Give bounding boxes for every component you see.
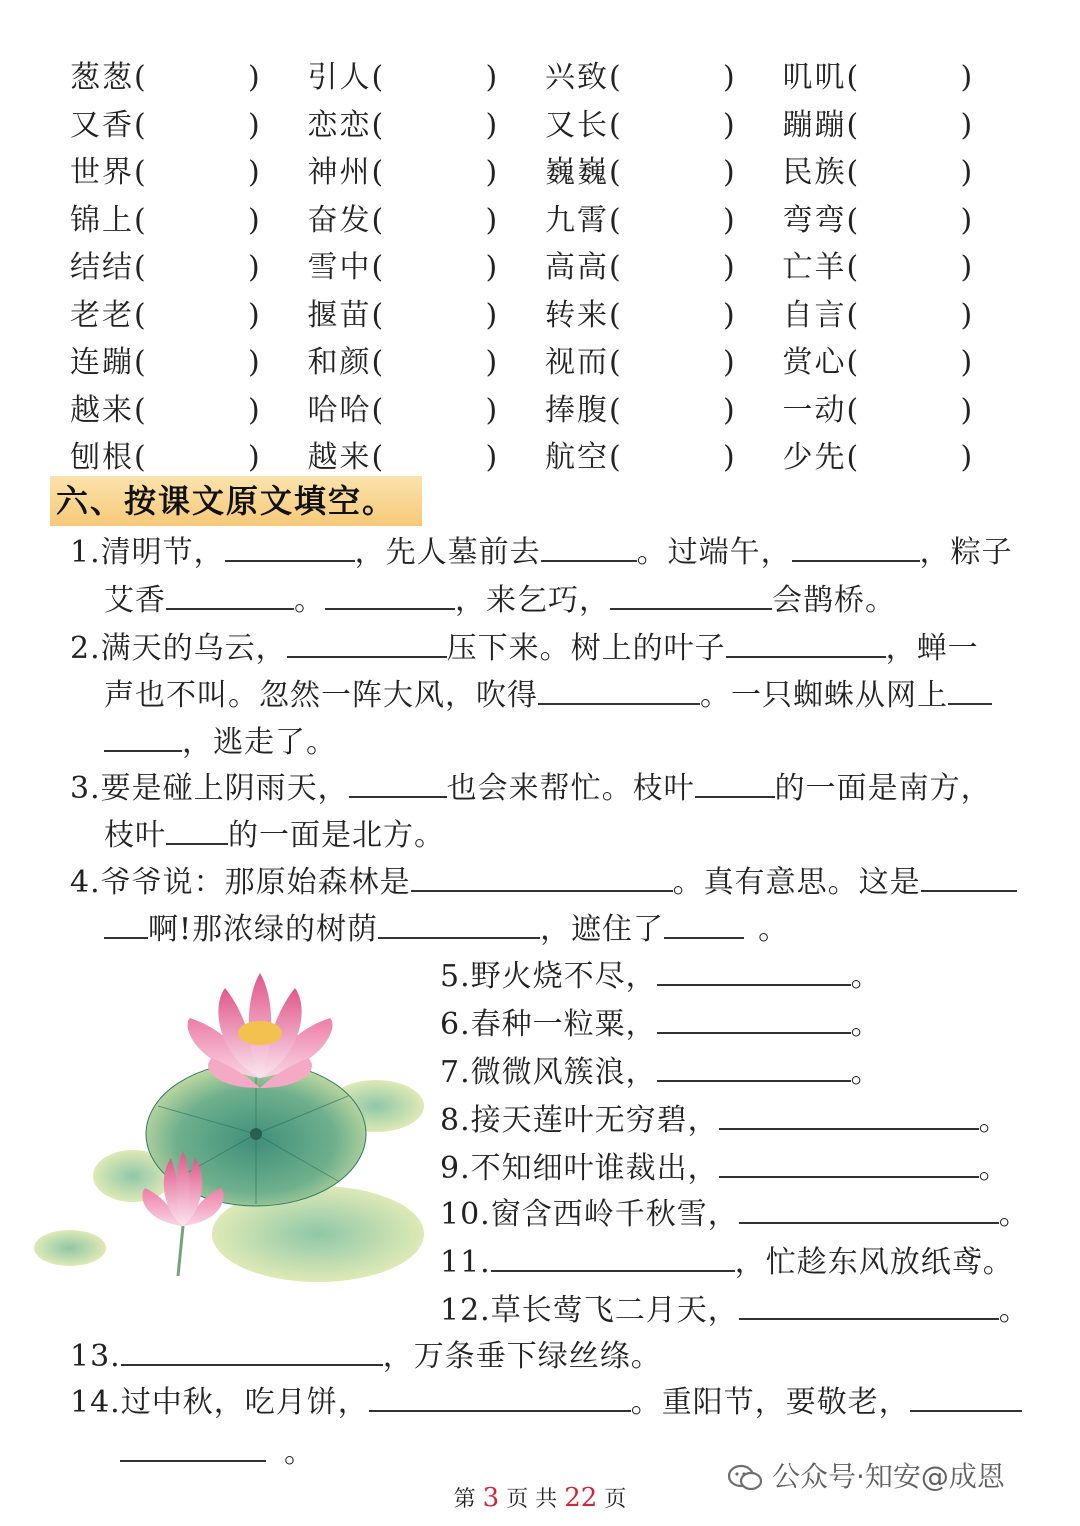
- word-grid-cell[interactable]: [70, 339, 308, 386]
- word-prefix: 雪中: [307, 250, 372, 286]
- open-paren: (: [134, 107, 146, 143]
- current-page-number: 3: [482, 1483, 500, 1513]
- answer-blank[interactable]: [948, 673, 992, 705]
- close-paren: ): [248, 440, 260, 476]
- word-grid-cell[interactable]: [783, 434, 1021, 481]
- answer-blank[interactable]: [910, 1380, 1022, 1412]
- open-paren: (: [846, 155, 859, 191]
- word-grid-row: [70, 102, 1020, 150]
- word-prefix: 又长: [545, 107, 609, 143]
- word-grid-cell[interactable]: [70, 292, 308, 339]
- open-paren: (: [134, 392, 146, 428]
- open-paren: (: [846, 107, 859, 143]
- open-paren: (: [846, 297, 859, 333]
- answer-blank[interactable]: [104, 720, 182, 752]
- word-prefix: 结结: [70, 250, 134, 286]
- word-grid-cell[interactable]: [545, 197, 783, 244]
- word-grid-cell[interactable]: [545, 102, 783, 149]
- open-paren: (: [134, 202, 146, 238]
- word-grid-cell[interactable]: [783, 244, 1021, 291]
- word-grid-cell[interactable]: [545, 387, 783, 434]
- close-paren: ): [960, 155, 973, 191]
- close-paren: ): [248, 250, 260, 286]
- close-paren: ): [485, 155, 498, 191]
- word-grid-cell[interactable]: [783, 339, 1021, 386]
- answer-blank[interactable]: [349, 766, 447, 798]
- close-paren: ): [485, 392, 498, 428]
- open-paren: (: [846, 392, 859, 428]
- question-8: 8.接天莲叶无穷碧， 。: [440, 1098, 1010, 1141]
- close-paren: ): [485, 202, 498, 238]
- answer-blank[interactable]: [921, 860, 1017, 892]
- open-paren: (: [846, 250, 859, 286]
- answer-blank[interactable]: [166, 578, 294, 610]
- word-prefix: 兴致: [545, 60, 609, 96]
- answer-blank[interactable]: [325, 578, 455, 610]
- word-grid-cell[interactable]: [70, 149, 308, 196]
- answer-blank[interactable]: [491, 1240, 735, 1272]
- word-prefix: 叽叽: [782, 60, 847, 96]
- open-paren: (: [609, 155, 621, 191]
- word-grid-cell[interactable]: [308, 292, 546, 339]
- answer-blank[interactable]: [120, 1430, 266, 1462]
- watermark: 公众号·知安@成恩: [728, 1455, 1005, 1495]
- word-prefix: 蹦蹦: [782, 107, 847, 143]
- word-prefix: 自言: [782, 297, 847, 333]
- word-grid-cell[interactable]: [308, 54, 546, 101]
- word-prefix: 越来: [307, 440, 372, 476]
- question-5: 5.野火烧不尽， 。: [440, 954, 882, 997]
- word-prefix: 弯弯: [782, 202, 847, 238]
- open-paren: (: [371, 107, 384, 143]
- close-paren: ): [723, 297, 735, 333]
- question-12: 12.草长莺飞二月天， 。: [440, 1288, 1030, 1331]
- open-paren: (: [609, 60, 621, 96]
- close-paren: ): [960, 345, 973, 381]
- word-grid-cell[interactable]: [783, 54, 1021, 101]
- word-prefix: 哈哈: [307, 392, 372, 428]
- word-prefix: 越来: [70, 392, 134, 428]
- question-3-line-1: 3.要是碰上阴雨天， 也会来帮忙。枝叶 的一面是南方，: [70, 766, 992, 809]
- open-paren: (: [134, 297, 146, 333]
- word-grid-cell[interactable]: [545, 149, 783, 196]
- open-paren: (: [609, 250, 621, 286]
- page-footer: 第 3 页 共 22 页: [453, 1483, 627, 1513]
- answer-blank[interactable]: [411, 860, 673, 892]
- word-grid-cell[interactable]: [70, 434, 308, 481]
- word-grid-cell[interactable]: [308, 197, 546, 244]
- word-prefix: 又香: [70, 107, 134, 143]
- question-3-line-2: 枝叶 的一面是北方。: [104, 813, 445, 856]
- open-paren: (: [609, 202, 621, 238]
- close-paren: ): [723, 60, 735, 96]
- open-paren: (: [846, 202, 859, 238]
- close-paren: ): [485, 107, 498, 143]
- question-1-line-1: 1.清明节， ，先人墓前去 。过端午， ，粽子: [70, 530, 1013, 573]
- open-paren: (: [846, 345, 859, 381]
- answer-blank[interactable]: [378, 907, 540, 939]
- question-4-line-2: 啊!那浓绿的树荫 ，遮住了 。: [104, 907, 789, 950]
- word-prefix: 锦上: [70, 202, 134, 238]
- word-prefix: 葱葱: [70, 60, 134, 96]
- close-paren: ): [723, 345, 735, 381]
- word-prefix: 巍巍: [545, 155, 609, 191]
- answer-blank[interactable]: [166, 813, 228, 845]
- answer-blank[interactable]: [739, 1288, 999, 1320]
- word-grid-cell[interactable]: [783, 387, 1021, 434]
- close-paren: ): [960, 250, 973, 286]
- open-paren: (: [371, 155, 384, 191]
- word-prefix: 神州: [307, 155, 372, 191]
- question-1-line-2: 艾香 。 ，来乞巧， 会鹊桥。: [104, 578, 896, 621]
- open-paren: (: [609, 392, 621, 428]
- word-grid-cell[interactable]: [308, 387, 546, 434]
- close-paren: ): [960, 60, 973, 96]
- word-grid-row: [70, 339, 1020, 387]
- section-title: 六、按课文原文填空。: [50, 476, 422, 526]
- word-prefix: 一动: [782, 392, 847, 428]
- answer-blank[interactable]: [610, 578, 772, 610]
- close-paren: ): [723, 392, 735, 428]
- answer-blank[interactable]: [225, 530, 355, 562]
- close-paren: ): [960, 297, 973, 333]
- answer-blank[interactable]: [695, 766, 775, 798]
- word-prefix: 连蹦: [70, 345, 134, 381]
- word-prefix: 少先: [782, 440, 847, 476]
- open-paren: (: [371, 297, 384, 333]
- word-grid-cell[interactable]: [70, 102, 308, 149]
- answer-blank[interactable]: [664, 907, 744, 939]
- word-grid-cell[interactable]: [308, 434, 546, 481]
- question-2-line-2: 声也不叫。忽然一阵大风，吹得 。一只蜘蛛从网上: [104, 673, 992, 716]
- word-prefix: 航空: [545, 440, 609, 476]
- word-grid-row: [70, 292, 1020, 340]
- word-grid-cell[interactable]: [308, 102, 546, 149]
- word-grid-row: [70, 149, 1020, 197]
- close-paren: ): [248, 345, 260, 381]
- open-paren: (: [609, 107, 621, 143]
- open-paren: (: [134, 155, 146, 191]
- answer-blank[interactable]: [726, 626, 886, 658]
- close-paren: ): [248, 107, 260, 143]
- close-paren: ): [960, 440, 973, 476]
- word-completion-grid: [70, 54, 1020, 482]
- close-paren: ): [485, 250, 498, 286]
- word-grid-cell[interactable]: [783, 197, 1021, 244]
- question-7: 7.微微风簇浪， 。: [440, 1050, 882, 1093]
- close-paren: ): [485, 345, 498, 381]
- open-paren: (: [609, 345, 621, 381]
- open-paren: (: [371, 345, 384, 381]
- open-paren: (: [371, 250, 384, 286]
- question-9: 9.不知细叶谁裁出， 。: [440, 1146, 1010, 1189]
- close-paren: ): [960, 107, 973, 143]
- answer-blank[interactable]: [739, 1192, 999, 1224]
- word-grid-cell[interactable]: [545, 292, 783, 339]
- word-prefix: 亡羊: [782, 250, 847, 286]
- word-grid-cell[interactable]: [783, 149, 1021, 196]
- word-grid-row: [70, 244, 1020, 292]
- open-paren: (: [371, 392, 384, 428]
- close-paren: ): [485, 60, 498, 96]
- close-paren: ): [485, 297, 498, 333]
- close-paren: ): [723, 107, 735, 143]
- answer-blank[interactable]: [287, 626, 447, 658]
- word-grid-cell[interactable]: [783, 102, 1021, 149]
- answer-blank[interactable]: [121, 1334, 383, 1366]
- answer-blank[interactable]: [792, 530, 920, 562]
- word-grid-row: [70, 54, 1020, 102]
- answer-blank[interactable]: [538, 673, 700, 705]
- close-paren: ): [960, 202, 973, 238]
- word-grid-cell[interactable]: [783, 292, 1021, 339]
- lotus-illustration: [28, 966, 438, 1286]
- question-6: 6.春种一粒粟， 。: [440, 1002, 882, 1045]
- close-paren: ): [485, 440, 498, 476]
- word-prefix: 奋发: [307, 202, 372, 238]
- word-grid-cell[interactable]: [308, 339, 546, 386]
- word-grid-cell[interactable]: [70, 244, 308, 291]
- close-paren: ): [723, 440, 735, 476]
- close-paren: ): [248, 60, 260, 96]
- close-paren: ): [248, 155, 260, 191]
- answer-blank[interactable]: [719, 1146, 979, 1178]
- word-prefix: 赏心: [782, 345, 847, 381]
- answer-blank[interactable]: [657, 1002, 851, 1034]
- word-grid-cell[interactable]: [545, 434, 783, 481]
- word-grid-cell[interactable]: [70, 197, 308, 244]
- word-grid-row: [70, 434, 1020, 482]
- close-paren: ): [723, 250, 735, 286]
- question-10: 10.窗含西岭千秋雪， 。: [440, 1192, 1030, 1235]
- close-paren: ): [723, 202, 735, 238]
- question-14-line-2: 。: [120, 1430, 315, 1473]
- open-paren: (: [134, 250, 146, 286]
- answer-blank[interactable]: [369, 1380, 631, 1412]
- word-prefix: 引人: [307, 60, 372, 96]
- open-paren: (: [371, 440, 384, 476]
- question-2-line-1: 2.满天的乌云， 压下来。树上的叶子 ，蝉一: [70, 626, 979, 669]
- close-paren: ): [248, 202, 260, 238]
- word-prefix: 高高: [545, 250, 609, 286]
- answer-blank[interactable]: [541, 530, 637, 562]
- word-grid-cell[interactable]: [308, 244, 546, 291]
- close-paren: ): [248, 297, 260, 333]
- open-paren: (: [846, 440, 859, 476]
- word-prefix: 和颜: [307, 345, 372, 381]
- word-grid-row: [70, 387, 1020, 435]
- open-paren: (: [134, 440, 146, 476]
- word-grid-cell[interactable]: [545, 339, 783, 386]
- word-prefix: 老老: [70, 297, 134, 333]
- word-grid-cell[interactable]: [308, 149, 546, 196]
- open-paren: (: [371, 60, 384, 96]
- close-paren: ): [960, 392, 973, 428]
- answer-blank[interactable]: [104, 907, 148, 939]
- lily-pad: [34, 1230, 106, 1266]
- answer-blank[interactable]: [657, 1050, 851, 1082]
- word-grid-cell[interactable]: [70, 54, 308, 101]
- word-prefix: 转来: [545, 297, 609, 333]
- open-paren: (: [134, 345, 146, 381]
- open-paren: (: [846, 60, 859, 96]
- open-paren: (: [134, 60, 146, 96]
- word-grid-row: [70, 197, 1020, 245]
- word-prefix: 九霄: [545, 202, 609, 238]
- close-paren: ): [248, 392, 260, 428]
- word-prefix: 刨根: [70, 440, 134, 476]
- word-grid-cell[interactable]: [545, 244, 783, 291]
- total-page-count: 22: [564, 1483, 598, 1513]
- open-paren: (: [609, 297, 621, 333]
- word-prefix: 世界: [70, 155, 134, 191]
- open-paren: (: [371, 202, 384, 238]
- answer-blank[interactable]: [657, 954, 851, 986]
- word-prefix: 民族: [782, 155, 847, 191]
- answer-blank[interactable]: [719, 1098, 979, 1130]
- question-11: 11. ，忙趁东风放纸鸢。: [440, 1240, 1014, 1283]
- question-2-line-3: ，逃走了。: [104, 720, 337, 763]
- word-prefix: 视而: [545, 345, 609, 381]
- word-prefix: 揠苗: [307, 297, 372, 333]
- word-grid-cell[interactable]: [545, 54, 783, 101]
- word-grid-cell[interactable]: [70, 387, 308, 434]
- open-paren: (: [609, 440, 621, 476]
- word-prefix: 恋恋: [307, 107, 372, 143]
- word-prefix: 捧腹: [545, 392, 609, 428]
- question-13: 13. ，万条垂下绿丝绦。: [70, 1334, 662, 1377]
- close-paren: ): [723, 155, 735, 191]
- question-14-line-1: 14.过中秋，吃月饼， 。重阳节，要敬老，: [70, 1380, 1022, 1423]
- question-4-line-1: 4.爷爷说：那原始森林是 。真有意思。这是: [70, 860, 1017, 903]
